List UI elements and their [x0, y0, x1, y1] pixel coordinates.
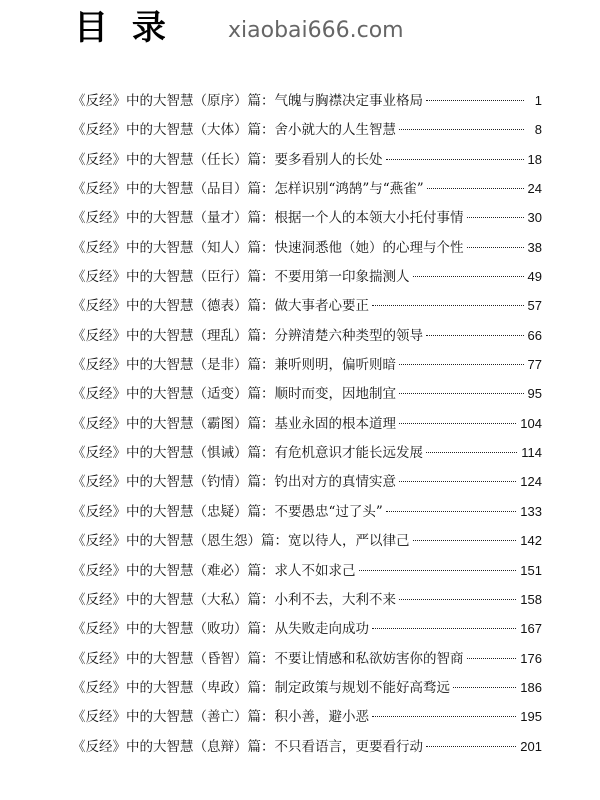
dot-leader: [413, 276, 524, 277]
toc-entry[interactable]: [72, 497, 542, 526]
dot-leader: [372, 305, 524, 306]
toc-entry[interactable]: [72, 379, 542, 408]
toc-entry-page-number: 38: [527, 239, 542, 255]
toc-entry-page-number: 104: [520, 415, 542, 431]
toc-entry-title: 《反经》中的大智慧（品目）篇：怎样识别“鸿鹄”与“燕雀”: [72, 181, 424, 198]
toc-entry[interactable]: [72, 556, 542, 585]
toc-entry[interactable]: [72, 644, 542, 673]
toc-entry-title: 《反经》中的大智慧（原序）篇：气魄与胸襟决定事业格局: [72, 93, 423, 109]
toc-entry-title: 《反经》中的大智慧（适变）篇：顺时而变，因地制宜: [72, 386, 396, 403]
dot-leader: [413, 540, 517, 541]
toc-entry-title: 《反经》中的大智慧（霸图）篇：基业永固的根本道理: [72, 415, 396, 432]
toc-entry[interactable]: [72, 409, 542, 438]
dot-leader: [386, 159, 524, 160]
toc-entry-title: 《反经》中的大智慧（善亡）篇：积小善，避小恶: [72, 709, 369, 726]
toc-entry[interactable]: [72, 585, 542, 614]
toc-entry-page-number: 176: [520, 650, 542, 666]
toc-entry-page-number: 195: [520, 709, 542, 725]
dot-leader: [399, 423, 516, 424]
toc-entry-page-number: 30: [527, 210, 542, 226]
dot-leader: [427, 188, 524, 189]
toc-entry[interactable]: [72, 115, 542, 144]
toc-entry-title: 《反经》中的大智慧（德表）篇：做大事者心要正: [72, 298, 369, 315]
toc-entry-page-number: 201: [520, 738, 542, 754]
toc-entry[interactable]: [72, 321, 542, 350]
dot-leader: [372, 716, 516, 717]
toc-entry-page-number: 8: [534, 122, 542, 138]
dot-leader: [467, 658, 517, 659]
toc-entry-page-number: 66: [527, 327, 542, 343]
toc-entry-page-number: 186: [520, 679, 542, 695]
toc-entry[interactable]: [72, 86, 542, 115]
toc-entry[interactable]: [72, 438, 542, 467]
toc-entry-title: 《反经》中的大智慧（败功）篇：从失败走向成功: [72, 621, 369, 638]
dot-leader: [399, 393, 524, 394]
toc-entry-title: 《反经》中的大智慧（量才）篇：根据一个人的本领大小托付事情: [72, 210, 464, 227]
dot-leader: [453, 687, 516, 688]
dot-leader: [467, 247, 524, 248]
dot-leader: [399, 364, 524, 365]
toc-entry[interactable]: [72, 350, 542, 379]
toc-entry[interactable]: [72, 526, 542, 555]
toc-entry-title: 《反经》中的大智慧（任长）篇：要多看别人的长处: [72, 151, 383, 168]
toc-entry[interactable]: [72, 203, 542, 232]
toc-entry-page-number: 167: [520, 621, 542, 637]
dot-leader: [399, 129, 524, 130]
toc-entry-title: 《反经》中的大智慧（卑政）篇：制定政策与规划不能好高骛远: [72, 679, 450, 696]
toc-entry-page-number: 57: [527, 298, 542, 314]
dot-leader: [399, 599, 516, 600]
toc-entry-page-number: 1: [534, 93, 542, 108]
toc-entry[interactable]: [72, 291, 542, 320]
toc-entry-title: 《反经》中的大智慧（忠疑）篇：不要愚忠“过了头”: [72, 503, 383, 520]
watermark-text: xiaobai666.com: [228, 18, 404, 43]
toc-entry[interactable]: [72, 702, 542, 731]
toc-entry-page-number: 124: [520, 474, 542, 490]
toc-entry-title: 《反经》中的大智慧（理乱）篇：分辨清楚六种类型的领导: [72, 327, 423, 344]
dot-leader: [372, 628, 516, 629]
toc-entry-title: 《反经》中的大智慧（难必）篇：求人不如求己: [72, 562, 356, 579]
toc-entry-title: 《反经》中的大智慧（息辩）篇：不只看语言，更要看行动: [72, 738, 423, 755]
toc-entry-page-number: 151: [520, 562, 542, 578]
toc-entry-title: 《反经》中的大智慧（大私）篇：小利不去，大利不来: [72, 591, 396, 608]
toc-entry-title: 《反经》中的大智慧（惧诫）篇：有危机意识才能长远发展: [72, 445, 423, 462]
toc-entry-page-number: 158: [520, 591, 542, 607]
toc-entry[interactable]: [72, 145, 542, 174]
toc-entry[interactable]: [72, 614, 542, 643]
toc-entry-page-number: 77: [527, 357, 542, 373]
toc-entry[interactable]: [72, 262, 542, 291]
page-header: [74, 2, 574, 62]
dot-leader: [426, 746, 516, 747]
toc-entry-title: 《反经》中的大智慧（臣行）篇：不要用第一印象揣测人: [72, 269, 410, 286]
toc-entry[interactable]: [72, 233, 542, 262]
dot-leader: [426, 452, 517, 453]
toc-entry-page-number: 133: [520, 503, 542, 519]
dot-leader: [426, 335, 524, 336]
toc-entry-title: 《反经》中的大智慧（钓情）篇：钓出对方的真情实意: [72, 474, 396, 491]
toc-entry-page-number: 142: [520, 533, 542, 549]
toc-entry-title: 《反经》中的大智慧（恩生怨）篇：宽以待人，严以律己: [72, 533, 410, 550]
dot-leader: [359, 570, 517, 571]
dot-leader: [399, 481, 516, 482]
toc-entry-page-number: 95: [527, 386, 542, 402]
toc-entry-title: 《反经》中的大智慧（昏智）篇：不要让情感和私欲妨害你的智商: [72, 650, 464, 667]
page-title: 目 录: [74, 8, 172, 48]
table-of-contents: [72, 86, 542, 761]
toc-entry-page-number: 114: [521, 445, 542, 461]
toc-entry-title: 《反经》中的大智慧（知人）篇：快速洞悉他（她）的心理与个性: [72, 239, 464, 256]
toc-entry-page-number: 18: [527, 151, 542, 167]
toc-entry[interactable]: [72, 467, 542, 496]
dot-leader: [467, 217, 524, 218]
toc-entry[interactable]: [72, 732, 542, 761]
dot-leader: [426, 100, 524, 101]
toc-entry-page-number: 49: [527, 269, 542, 285]
toc-entry[interactable]: [72, 673, 542, 702]
toc-entry-title: 《反经》中的大智慧（是非）篇：兼听则明，偏听则暗: [72, 357, 396, 374]
toc-entry[interactable]: [72, 174, 542, 203]
dot-leader: [386, 511, 516, 512]
toc-entry-title: 《反经》中的大智慧（大体）篇：舍小就大的人生智慧: [72, 122, 396, 139]
toc-entry-page-number: 24: [527, 181, 542, 197]
